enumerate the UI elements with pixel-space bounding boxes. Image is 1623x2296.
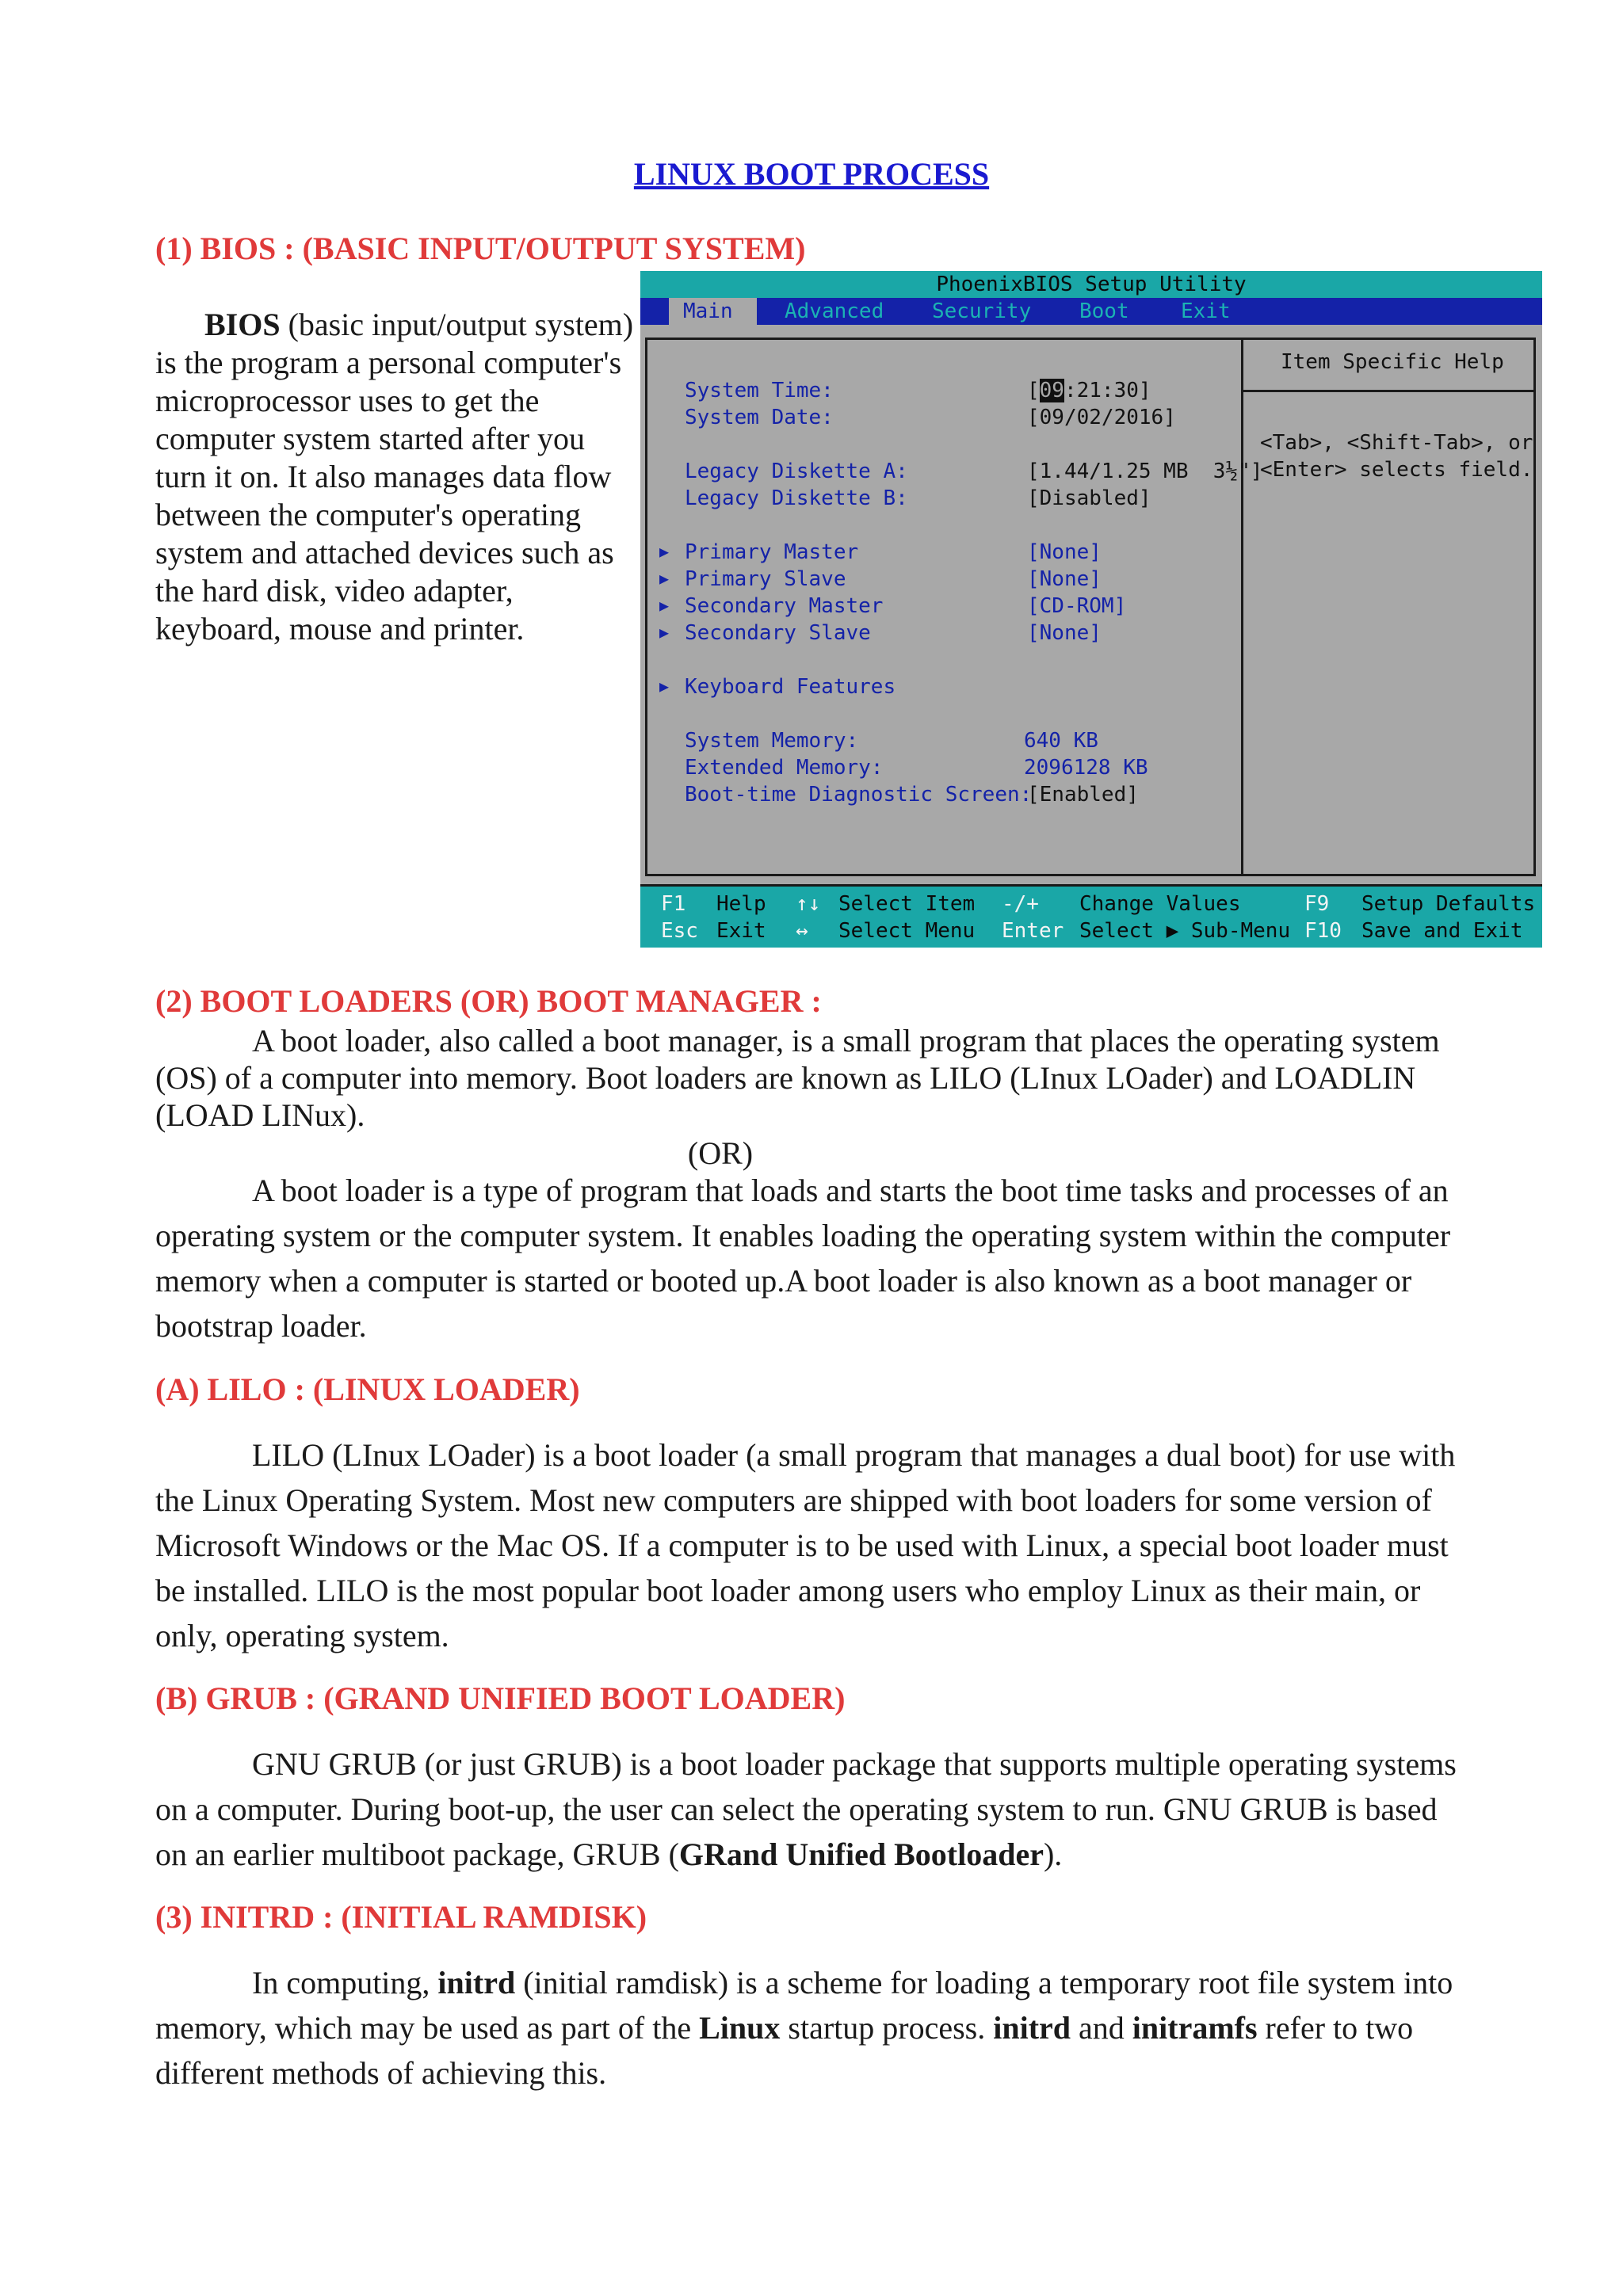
bios-value-system-memory: 640 KB	[1024, 729, 1098, 753]
initrd-paragraph	[155, 1960, 1476, 2096]
heading-bios: (1) BIOS : (BASIC INPUT/OUTPUT SYSTEM)	[155, 231, 806, 266]
or-separator: (OR)	[687, 1135, 754, 1171]
grub-paragraph	[155, 1741, 1476, 1877]
bios-value-primary-master: [None]	[1027, 540, 1102, 564]
bios-label-diskette-b: Legacy Diskette B:	[685, 486, 908, 510]
bios-value-diagnostic-screen: [Enabled]	[1027, 783, 1139, 807]
bios-value-diskette-a: [1.44/1.25 MB 3½"]	[1027, 460, 1263, 483]
bios-key-updown-desc: Select Item	[838, 892, 976, 916]
bios-label-system-time: System Time:	[685, 379, 834, 402]
submenu-arrow-icon: ▶	[659, 542, 670, 561]
bios-time-prefix: [	[1027, 379, 1040, 402]
bios-help-line: <Enter> selects field.	[1260, 458, 1533, 482]
bios-help-title: Item Specific Help	[1281, 350, 1504, 374]
bios-key-minus-plus-desc: Change Values	[1079, 892, 1241, 916]
bios-time-cursor: 09	[1039, 379, 1064, 402]
bios-value-system-time	[1027, 379, 1151, 402]
submenu-arrow-icon: ▶	[659, 677, 670, 696]
initrd-b2: Linux	[699, 2010, 781, 2046]
boot-loader-paragraph-2	[155, 1168, 1476, 1348]
bios-key-f10-desc: Save and Exit	[1361, 919, 1523, 943]
bios-key-enter: Enter	[1002, 919, 1064, 943]
bios-menu-main: Main	[669, 298, 757, 325]
bios-label-primary-master: Primary Master	[685, 540, 859, 564]
heading-boot-loaders: (2) BOOT LOADERS (OR) BOOT MANAGER :	[155, 983, 822, 1019]
bios-value-primary-slave: [None]	[1027, 567, 1102, 591]
bios-key-f9-desc: Setup Defaults	[1361, 892, 1536, 916]
bios-footer-bar	[640, 884, 1542, 948]
bios-menu-exit: Exit	[1181, 299, 1231, 323]
bios-help-line: <Tab>, <Shift-Tab>, or	[1260, 431, 1533, 455]
boot-loader-p2-text: A boot loader is a type of program that loads and starts the boot time tasks and processes of an operating system or the computer system. It enables loading the operating system within the computer memory when a computer is started or booted up.A boot loader is also known as a boot manager or bootstrap loader.	[155, 1173, 1451, 1344]
grub-text-pre: GNU GRUB (or just GRUB) is a boot loader package that supports multiple operating systems on a computer. During boot-up, the user can select the operating system to run. GNU GRUB is based on an earlier multiboot package, GRUB (	[155, 1746, 1457, 1872]
bios-value-diskette-b: [Disabled]	[1027, 486, 1151, 510]
submenu-arrow-icon: ▶	[659, 596, 670, 615]
bios-menu-security: Security	[932, 299, 1032, 323]
bios-key-enter-desc: Select ▶ Sub-Menu	[1079, 919, 1291, 943]
bios-key-f1-desc: Help	[716, 892, 766, 916]
page-title: LINUX BOOT PROCESS	[633, 156, 990, 192]
submenu-arrow-icon: ▶	[659, 569, 670, 588]
initrd-s1: In computing,	[252, 1965, 438, 2000]
bios-label-system-memory: System Memory:	[685, 729, 859, 753]
bios-title-bar: PhoenixBIOS Setup Utility	[640, 271, 1542, 298]
initrd-s2: (initial ramdisk) is a scheme for loading a temporary root file system into memory, which may be used as part of the	[155, 1965, 1453, 2046]
bios-key-f10: F10	[1304, 919, 1342, 943]
lilo-text: LILO (LInux LOader) is a boot loader (a small program that manages a dual boot) for use with the Linux Operating System. Most new computers are shipped with boot loaders for some version of Microsoft Windows or the Mac OS. If a computer is to be used with Linux, a special boot loader must be installed. LILO is the most popular boot loader among users who employ Linux as their main, or only, operating system.	[155, 1437, 1456, 1653]
bios-value-secondary-master: [CD-ROM]	[1027, 594, 1127, 618]
bios-key-f1: F1	[661, 892, 686, 916]
grub-text-post: ).	[1043, 1836, 1063, 1872]
bios-bold-term: BIOS	[204, 307, 281, 342]
submenu-arrow-icon: ▶	[659, 623, 670, 642]
initrd-b3: initrd	[993, 2010, 1071, 2046]
heading-initrd: (3) INITRD : (INITIAL RAMDISK)	[155, 1899, 647, 1935]
bios-label-secondary-slave: Secondary Slave	[685, 621, 871, 645]
grub-text-bold: GRand Unified Bootloader	[678, 1836, 1044, 1872]
bios-setup-screenshot	[640, 271, 1542, 948]
bios-value-extended-memory: 2096128 KB	[1024, 756, 1148, 780]
initrd-s5: refer to two different methods of achieving this.	[155, 2010, 1414, 2091]
bios-label-system-date: System Date:	[685, 406, 834, 429]
bios-label-extended-memory: Extended Memory:	[685, 756, 884, 780]
bios-panel-divider	[1241, 338, 1243, 876]
bios-key-esc-desc: Exit	[716, 919, 766, 943]
bios-label-diskette-a: Legacy Diskette A:	[685, 460, 908, 483]
initrd-s3: startup process.	[780, 2010, 994, 2046]
bios-label-diagnostic-screen: Boot-time Diagnostic Screen:	[685, 783, 1033, 807]
bios-key-leftright-desc: Select Menu	[838, 919, 976, 943]
bios-paragraph-text: (basic input/output system) is the program a personal computer's microprocessor uses to get the computer system started after you turn it on. It also manages data flow between the computer's operating system and attached devices such as the hard disk, video adapter, keyboard, mouse and printer.	[155, 307, 634, 646]
initrd-b4: initramfs	[1132, 2010, 1258, 2046]
bios-key-f9: F9	[1304, 892, 1330, 916]
bios-menu-boot: Boot	[1079, 299, 1129, 323]
boot-loader-paragraph-1	[155, 1022, 1476, 1134]
bios-label-secondary-master: Secondary Master	[685, 594, 884, 618]
bios-key-updown: ↑↓	[796, 892, 821, 916]
initrd-s4: and	[1071, 2010, 1132, 2046]
bios-paragraph	[155, 306, 639, 648]
lilo-paragraph	[155, 1432, 1476, 1658]
bios-menu-bar	[640, 298, 1542, 325]
bios-label-keyboard-features: Keyboard Features	[685, 675, 896, 699]
boot-loader-p1-text: A boot loader, also called a boot manager, is a small program that places the operating system (OS) of a computer into memory. Boot loaders are known as LILO (LInux LOader) and LOADLIN (LOAD LINux).	[155, 1023, 1440, 1133]
bios-footer-divider	[640, 884, 1542, 887]
bios-key-minus-plus: -/+	[1002, 892, 1039, 916]
bios-menu-advanced: Advanced	[785, 299, 884, 323]
bios-key-esc: Esc	[661, 919, 698, 943]
bios-help-divider	[1243, 390, 1536, 392]
heading-lilo: (A) LILO : (LINUX LOADER)	[155, 1371, 580, 1407]
bios-value-system-date: [09/02/2016]	[1027, 406, 1176, 429]
heading-grub: (B) GRUB : (GRAND UNIFIED BOOT LOADER)	[155, 1680, 846, 1716]
initrd-b1: initrd	[437, 1965, 516, 2000]
bios-value-secondary-slave: [None]	[1027, 621, 1102, 645]
bios-key-leftright: ↔	[796, 919, 808, 943]
bios-time-rest: :21:30]	[1064, 379, 1151, 402]
bios-label-primary-slave: Primary Slave	[685, 567, 846, 591]
